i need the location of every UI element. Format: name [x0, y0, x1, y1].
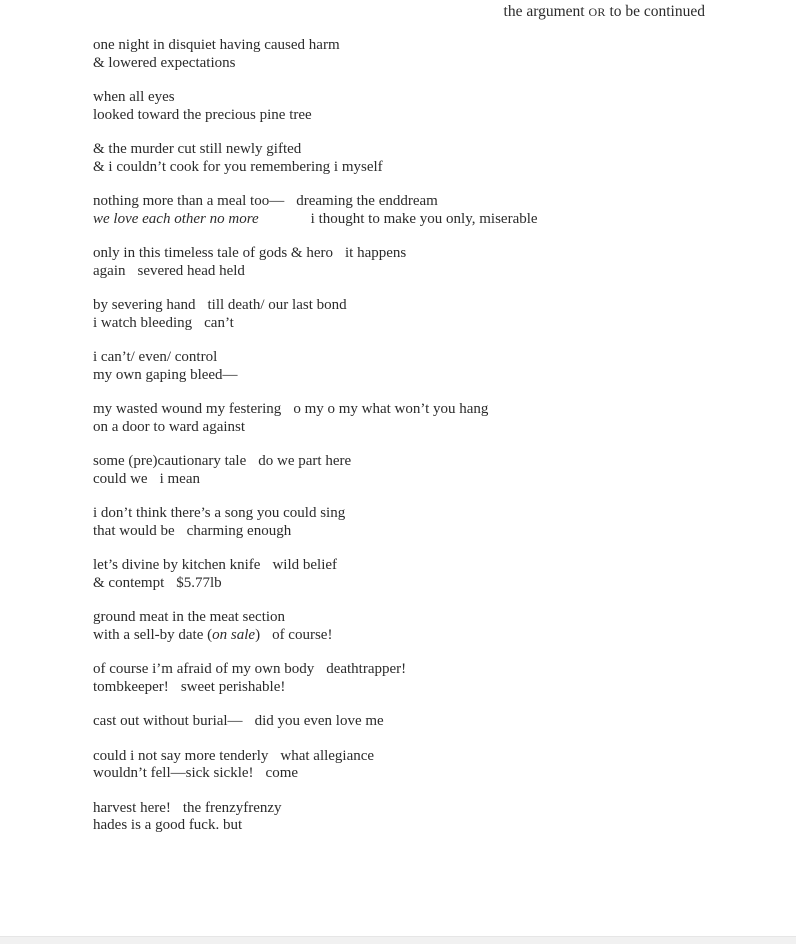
poem-line [93, 627, 713, 645]
poem-line [93, 193, 713, 211]
stanza-11 [93, 557, 713, 592]
line-segment: some (pre)cautionary tale [93, 453, 247, 469]
poem-line [93, 800, 713, 818]
stanza-13 [93, 661, 713, 696]
line-segment: wild belief [272, 557, 338, 573]
line-segment: the frenzyfrenzy [182, 799, 282, 816]
stanza-9 [93, 453, 713, 488]
poem-line: ground meat in the meat section [93, 609, 286, 625]
line-segment-italic: on sale [212, 626, 256, 643]
line-segment: of course! [272, 626, 333, 643]
stanza-10 [93, 505, 713, 540]
line-segment: charming enough [186, 522, 292, 539]
line-segment: till death/ our last bond [207, 297, 347, 313]
poem-line [93, 263, 713, 281]
stanza-6 [93, 297, 713, 332]
line-segment: with a sell-by date ( [93, 626, 213, 643]
poem-line [93, 679, 713, 697]
stanza-5 [93, 245, 713, 280]
poem-line [93, 523, 713, 541]
stanza-4 [93, 193, 713, 228]
poem-line [93, 765, 713, 783]
line-segment: ) [255, 626, 261, 643]
poem-body [93, 37, 713, 852]
poem-line [93, 315, 713, 333]
line-segment: of course i’m afraid of my own body [93, 661, 315, 677]
line-segment: could we [93, 470, 148, 487]
poem-line: when all eyes [93, 89, 175, 105]
poem-line [93, 575, 713, 593]
line-segment: do we part here [258, 453, 352, 469]
poem-line: & i couldn’t cook for you remembering i myself [93, 158, 383, 175]
stanza-7 [93, 349, 713, 384]
line-segment: what allegiance [280, 747, 375, 764]
line-segment-italic: we love each other no more [93, 210, 259, 227]
running-header [504, 3, 705, 21]
poem-line [93, 557, 713, 575]
line-segment: cast out without burial— [93, 713, 243, 729]
poem-line: looked toward the precious pine tree [93, 106, 312, 123]
line-segment: wouldn’t fell—sick sickle! [93, 765, 254, 781]
poem-line [93, 661, 713, 679]
line-segment: tombkeeper! [93, 678, 169, 695]
poem-line [93, 297, 713, 315]
stanza-3 [93, 141, 713, 176]
line-segment: harvest here! [93, 799, 171, 816]
line-segment: $5.77lb [176, 574, 222, 591]
poem-line [93, 245, 713, 263]
poem-line: one night in disquiet having caused harm [93, 37, 340, 53]
poem-line: hades is a good fuck. but [93, 817, 243, 833]
stanza-1 [93, 37, 713, 72]
poem-line: & the murder cut still newly gifted [93, 141, 302, 157]
poem-line: on a door to ward against [93, 418, 246, 435]
line-segment: i mean [159, 470, 200, 487]
poem-line [93, 401, 713, 419]
line-segment: i watch bleeding [93, 314, 193, 331]
line-segment: my wasted wound my festering [93, 401, 282, 417]
poem-line: i can’t/ even/ control [93, 349, 218, 365]
header-title-part2: to be continued [609, 3, 705, 20]
stanza-2 [93, 89, 713, 124]
line-segment: by severing hand [93, 297, 196, 313]
poem-line [93, 211, 713, 229]
poem-line [93, 713, 713, 731]
poem-line: & lowered expectations [93, 54, 236, 71]
header-title-or: OR [588, 5, 606, 19]
stanza-15 [93, 748, 713, 783]
header-title-part1: the argument [503, 3, 585, 20]
line-segment: let’s divine by kitchen knife [93, 557, 261, 573]
line-segment: come [265, 765, 299, 781]
stanza-14 [93, 713, 713, 731]
poem-line: my own gaping bleed— [93, 366, 238, 383]
line-segment: i thought to make you only, miserable [310, 210, 538, 227]
poem-line [93, 748, 713, 766]
line-segment: severed head held [137, 262, 245, 279]
line-segment: sweet perishable! [180, 678, 286, 695]
stanza-8 [93, 401, 713, 436]
poem-line: i don’t think there’s a song you could sing [93, 505, 346, 521]
line-segment: deathtrapper! [326, 661, 407, 677]
line-segment: can’t [204, 314, 234, 331]
poem-line [93, 471, 713, 489]
stanza-16 [93, 800, 713, 835]
line-segment: that would be [93, 522, 175, 539]
stanza-12 [93, 609, 713, 644]
line-segment: & contempt [93, 574, 165, 591]
line-segment: again [93, 262, 126, 279]
poem-line [93, 453, 713, 471]
line-segment: nothing more than a meal too— [93, 193, 285, 209]
line-segment: it happens [344, 245, 407, 261]
line-segment: dreaming the enddream [296, 193, 438, 209]
line-segment: did you even love me [254, 713, 384, 729]
line-segment: could i not say more tenderly [93, 747, 269, 764]
line-segment: o my o my what won’t you hang [293, 401, 489, 417]
line-segment: only in this timeless tale of gods & hero [93, 245, 333, 261]
